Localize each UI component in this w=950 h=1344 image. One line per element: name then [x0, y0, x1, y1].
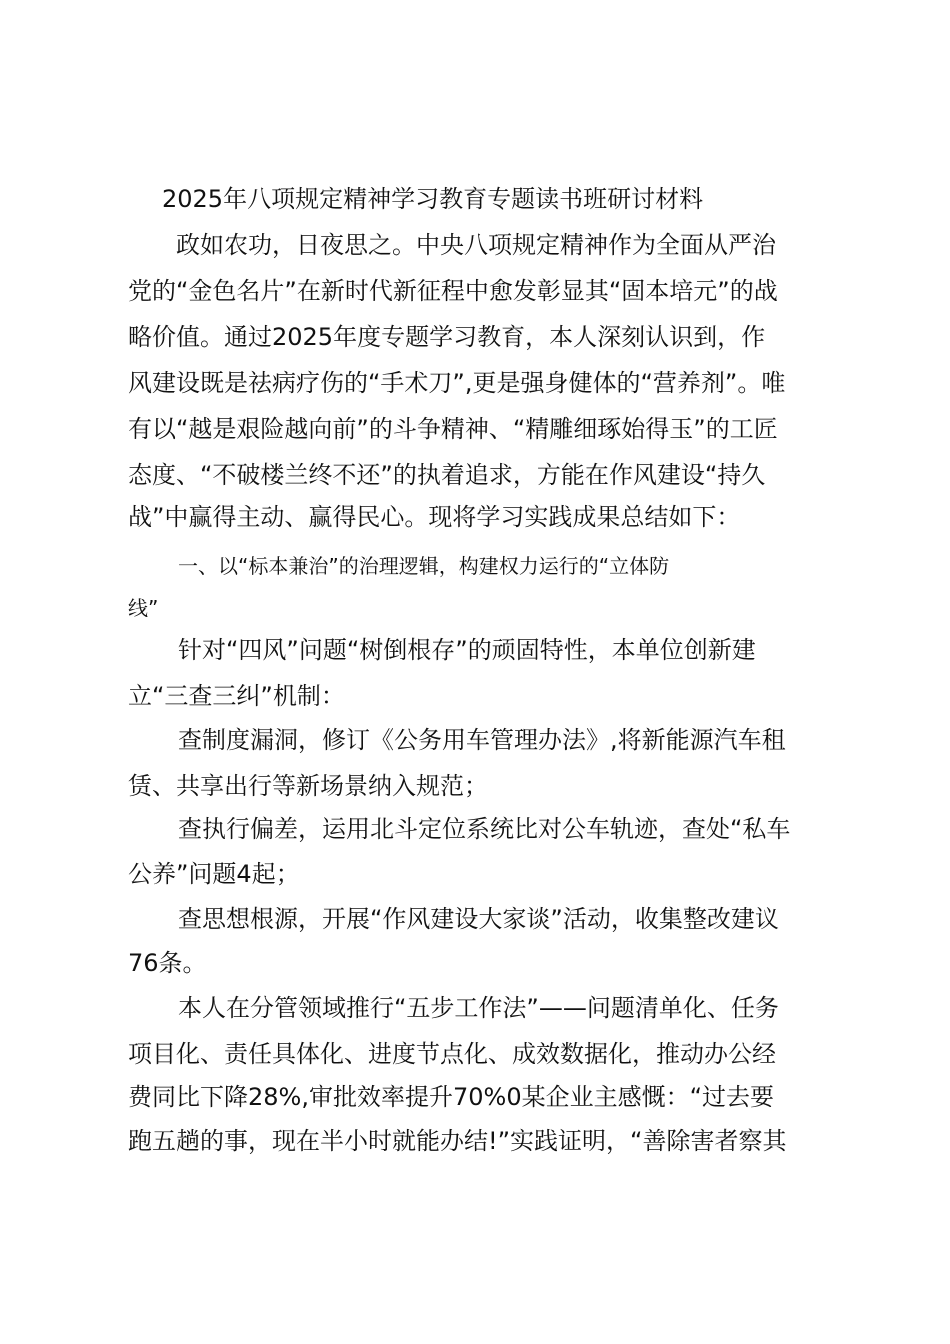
- paragraph-line: 有以“越是艰险越向前”的斗争精神、“精雕细琢始得玉”的工匠: [128, 415, 778, 443]
- paragraph-line: 战”中赢得主动、赢得民心。现将学习实践成果总结如下：: [128, 503, 741, 531]
- paragraph-line: 赁、共享出行等新场景纳入规范；: [128, 772, 488, 800]
- paragraph-line: 查执行偏差，运用北斗定位系统比对公车轨迹，查处“私车: [178, 815, 791, 843]
- document-title: 2025年八项规定精神学习教育专题读书班研讨材料: [162, 185, 704, 213]
- paragraph-line: 76条。: [128, 949, 207, 977]
- paragraph-line: 跑五趟的事，现在半小时就能办结!”实践证明，“善除害者察其: [128, 1127, 787, 1155]
- paragraph-line: 略价值。通过2025年度专题学习教育，本人深刻认识到，作: [128, 323, 766, 351]
- paragraph-line: 立“三查三纠”机制：: [128, 682, 345, 710]
- section-heading: 一、以“标本兼治”的治理逻辑，构建权力运行的“立体防: [178, 554, 670, 578]
- paragraph-line: 风建设既是祛病疗伤的“手术刀”,更是强身健体的“营养剂”。唯: [128, 369, 786, 397]
- paragraph-line: 查思想根源，开展“作风建设大家谈”活动，收集整改建议: [178, 905, 779, 933]
- paragraph-line: 公养”问题4起；: [128, 860, 300, 888]
- paragraph-line: 党的“金色名片”在新时代新征程中愈发彰显其“固本培元”的战: [128, 277, 778, 305]
- paragraph-line: 本人在分管领域推行“五步工作法”——问题清单化、任务: [178, 994, 779, 1022]
- paragraph-line: 项目化、责任具体化、进度节点化、成效数据化，推动办公经: [128, 1040, 776, 1068]
- paragraph-line: 费同比下降28%,审批效率提升70%0某企业主感慨：“过去要: [128, 1083, 775, 1111]
- paragraph-line: 查制度漏洞，修订《公务用车管理办法》,将新能源汽车租: [178, 726, 786, 754]
- paragraph-line: 政如农功，日夜思之。中央八项规定精神作为全面从严治: [176, 231, 776, 259]
- paragraph-line: 态度、“不破楼兰终不还”的执着追求，方能在作风建设“持久: [128, 461, 766, 489]
- paragraph-line: 针对“四风”问题“树倒根存”的顽固特性，本单位创新建: [178, 636, 756, 664]
- section-heading: 线”: [128, 596, 159, 620]
